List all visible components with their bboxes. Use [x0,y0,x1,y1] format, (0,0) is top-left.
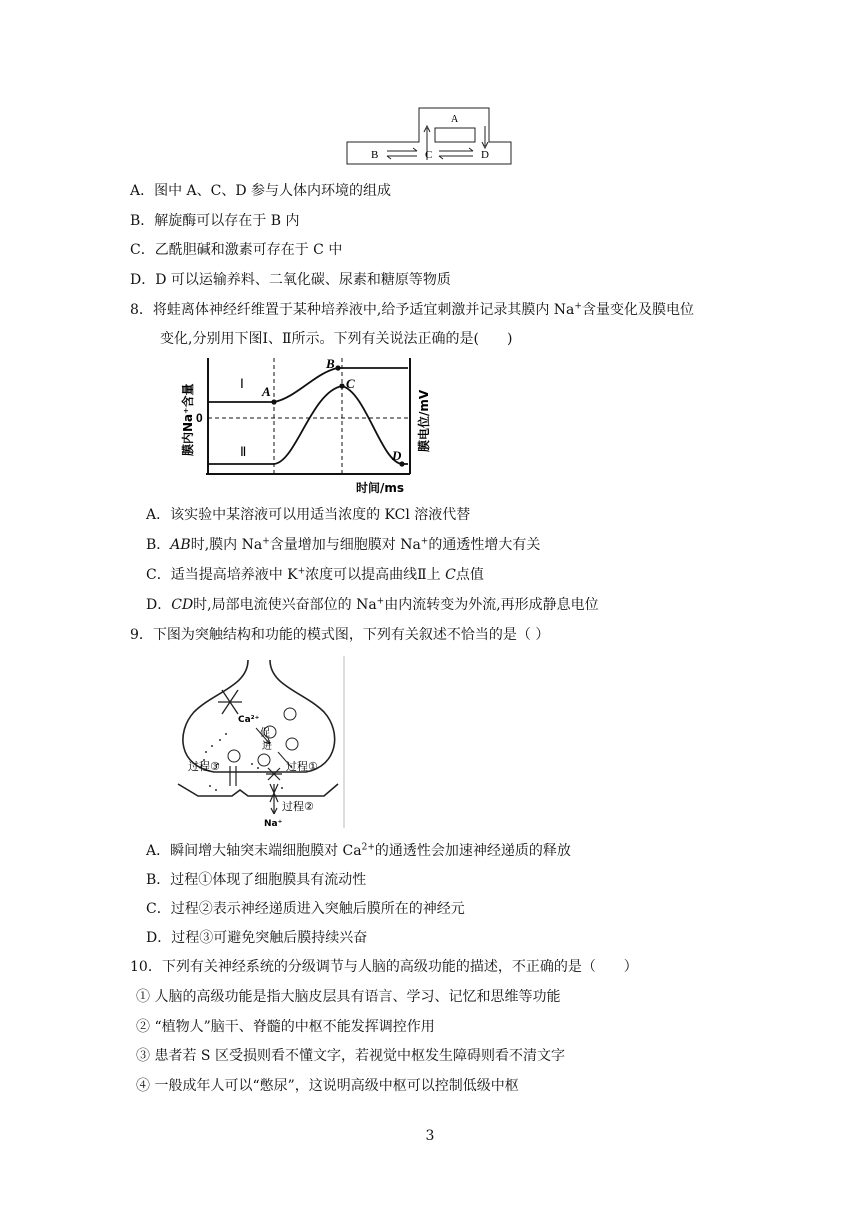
q10-item-1: ① 人脑的高级功能是指大脑皮层具有语言、学习、记忆和思维等功能 [136,989,561,1005]
q7-option-b: B．解旋酶可以存在于 B 内 [130,213,300,229]
label-b: B [371,149,379,161]
page-number: 3 [425,1128,435,1144]
q7-option-d: D．D 可以运输养料、二氧化碳、尿素和糖原等物质 [130,272,451,288]
promote-label-1: 促 [260,728,270,739]
curve-1-label: Ⅰ [240,376,244,391]
q9-stem: 9．下图为突触结构和功能的模式图，下列有关叙述不恰当的是（ ） [130,627,550,643]
membrane-potential-chart [176,352,438,498]
q10-item-3: ③ 患者若 S 区受损则看不懂文字，若视觉中枢发生障碍则看不清文字 [136,1048,565,1064]
body-fluid-diagram [345,106,515,166]
q8-option-a: A．该实验中某溶液可以用适当浓度的 KCl 溶液代替 [146,507,471,523]
process-3-label: 过程③ [188,760,220,773]
promote-label-2: 进 [262,741,272,752]
q8-option-b: B．AB时,膜内 Na+含量增加与细胞膜对 Na+的通透性增大有关 [146,536,541,553]
x-label: 时间/ms [356,481,405,495]
q9-option-a: A．瞬间增大轴突末端细胞膜对 $Ca^{2+}$的通透性会加速神经递质的释放 [146,842,571,859]
synapse-diagram [174,656,348,828]
q7-option-c: C．乙酰胆碱和激素可存在于 C 中 [130,242,343,258]
point-a: A [262,384,271,399]
ca-ion-label: Ca²⁺ [238,715,260,725]
q9-option-d: D．过程③可避免突触后膜持续兴奋 [146,930,368,946]
point-b: B [326,356,335,371]
process-1-label: 过程① [286,760,318,773]
q9-option-c: C．过程②表示神经递质进入突触后膜所在的神经元 [146,901,465,917]
q9-option-b: B．过程①体现了细胞膜具有流动性 [146,872,367,888]
q10-stem: 10．下列有关神经系统的分级调节与人脑的高级功能的描述，不正确的是（ ） [130,959,638,975]
q8-option-d: D．CD时,局部电流使兴奋部位的 Na+由内流转变为外流,再形成静息电位 [146,596,599,613]
q8-stem-line2: 变化,分别用下图Ⅰ、Ⅱ所示。下列有关说法正确的是( ) [160,331,513,347]
label-d: D [481,149,489,161]
curve-2-label: Ⅱ [240,444,247,459]
y-label-na: 膜内Na⁺含量 [181,383,195,456]
point-d: D [392,448,402,463]
label-c: C [425,149,433,161]
q8-option-c: C．适当提高培养液中 K+浓度可以提高曲线Ⅱ上 C点值 [146,566,484,583]
process-2-label: 过程② [282,800,314,813]
point-c: C [346,376,355,391]
q7-option-a: A．图中 A、C、D 参与人体内环境的组成 [130,183,392,199]
na-ion-label: Na⁺ [264,819,283,828]
q8-stem-line1: 8．将蛙离体神经纤维置于某种培养液中,给予适宜刺激并记录其膜内 Na+含量变化及膜电位 [130,301,694,318]
q10-item-4: ④ 一般成年人可以“憋尿”，这说明高级中枢可以控制低级中枢 [136,1078,519,1094]
y-label-mv: 膜电位/mV [417,389,431,452]
label-a: A [451,114,459,125]
zero-tick: 0 [196,411,203,425]
q10-item-2: ② “植物人”脑干、脊髓的中枢不能发挥调控作用 [136,1019,435,1035]
